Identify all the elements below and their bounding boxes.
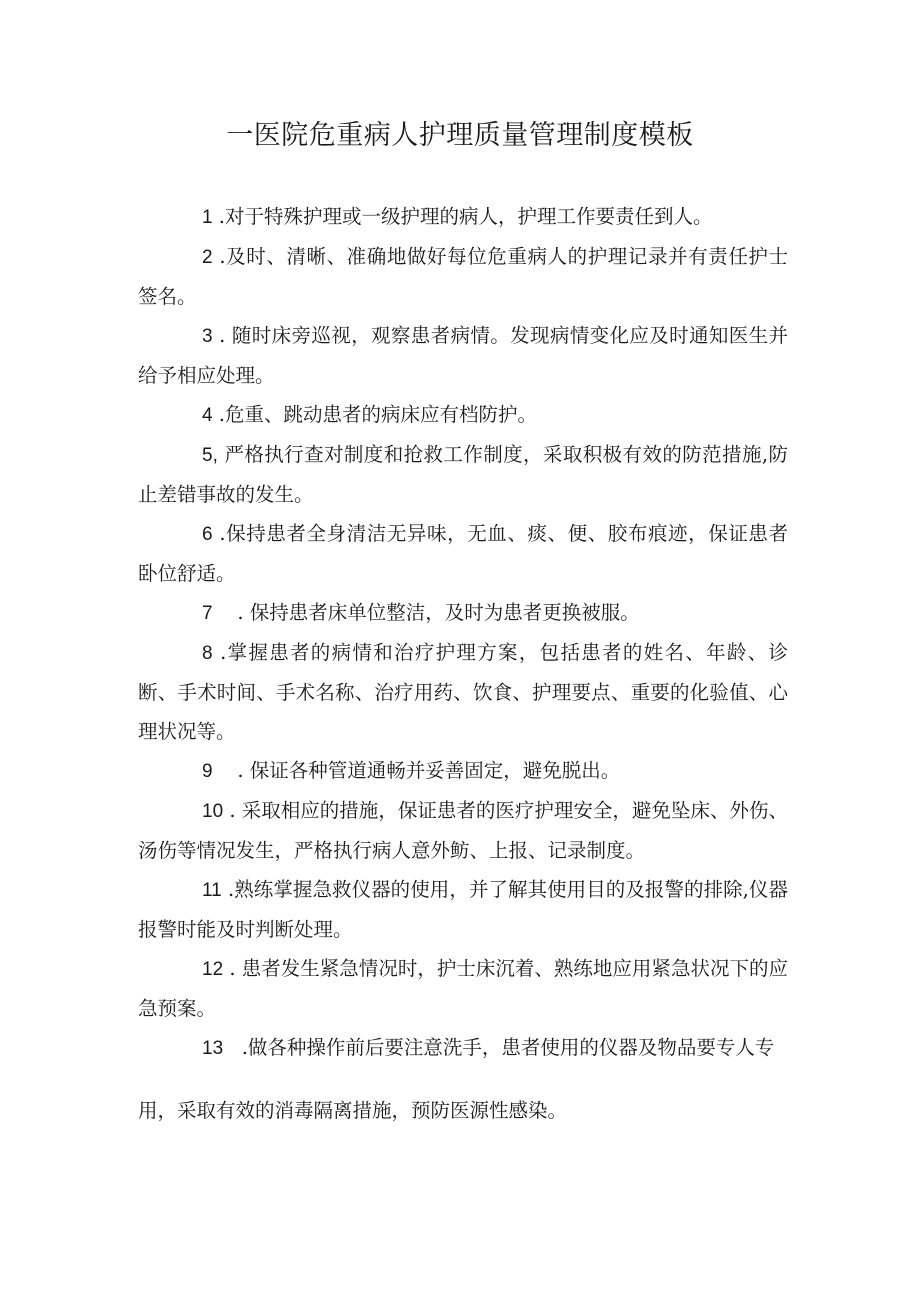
continuation-line: 用，采取有效的消毒隔离措施，预防医源性感染。 <box>138 1099 568 1122</box>
item-number: 7 <box>202 603 213 624</box>
list-item <box>138 237 788 316</box>
item-text: .危重、跳动患者的病床应有档防护。 <box>212 403 537 426</box>
list-item <box>138 197 788 237</box>
document-body <box>138 197 788 1130</box>
item-text: .熟练掌握急救仪器的使用，并了解其使用目的及报警的排除,仪器报警时能及时判断处理。 <box>138 878 788 941</box>
item-number: 1 <box>202 207 213 228</box>
item-number: 5, <box>202 445 218 466</box>
document-title: 一医院危重病人护理质量管理制度模板 <box>226 120 694 151</box>
list-item <box>138 514 788 593</box>
list-item <box>138 435 788 514</box>
item-text: . 保证各种管道通畅并妥善固定，避免脱出。 <box>212 759 621 782</box>
item-text: .掌握患者的病情和治疗护理方案，包括患者的姓名、年龄、诊断、手术时间、手术名称、治疗用药、饮食、护理要点、重要的化验值、心理状况等。 <box>138 641 788 743</box>
item-number: 10 <box>202 801 224 822</box>
item-text: . 随时床旁巡视，观察患者病情。发现病情变化应及时通知医生并给予相应处理。 <box>138 324 788 387</box>
item-text: . 采取相应的措施，保证患者的医疗护理安全，避免坠床、外伤、汤伤等情况发生，严格执行病人意外鲂、上报、记录制度。 <box>138 799 788 862</box>
item-number: 2 <box>202 247 213 268</box>
item-text: . 患者发生紧急情况时，护士床沉着、熟练地应用紧急状况下的应急预案。 <box>138 957 788 1020</box>
item-number: 9 <box>202 761 213 782</box>
list-item <box>138 316 788 395</box>
list-item <box>138 593 788 633</box>
list-item <box>138 949 788 1028</box>
item-number: 12 <box>202 959 224 980</box>
item-number: 3 <box>202 326 213 347</box>
list-item <box>138 1028 788 1068</box>
item-text: . 保持患者床单位整洁，及时为患者更换被服。 <box>212 601 640 624</box>
item-number: 13 <box>202 1038 224 1059</box>
list-item <box>138 633 788 751</box>
item-number: 4 <box>202 405 213 426</box>
item-text: .保持患者全身清洁无异味，无血、痰、便、胶布痕迹，保证患者卧位舒适。 <box>138 522 788 585</box>
item-text: .做各种操作前后要注意洗手，患者使用的仪器及物品要专人专 <box>223 1036 775 1059</box>
list-item <box>138 395 788 435</box>
item-number: 6 <box>202 524 213 545</box>
item-text: 严格执行查对制度和抢救工作制度，采取积极有效的防范措施,防止差错事故的发生。 <box>138 443 788 506</box>
item-text: .对于特殊护理或一级护理的病人，护理工作要责任到人。 <box>212 205 713 228</box>
list-item <box>138 751 788 791</box>
list-item <box>138 791 788 870</box>
item-number: 11 <box>202 880 222 901</box>
list-item <box>138 870 788 949</box>
item-text: .及时、清晰、准确地做好每位危重病人的护理记录并有责任护士签名。 <box>138 245 788 308</box>
item-number: 8 <box>202 643 213 664</box>
